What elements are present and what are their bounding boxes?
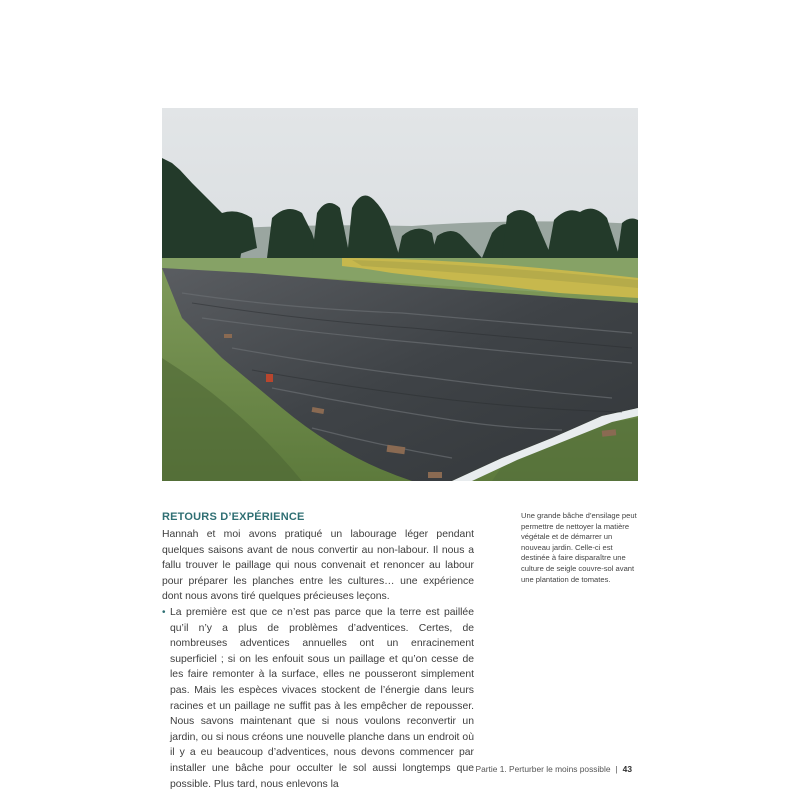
bullet-item	[162, 605, 474, 792]
intro-paragraph: Hannah et moi avons pratiqué un labourage léger pendant quelques saisons avant de nous convertir au non-labour. Il nous a fallu trouver le paillage qui nous convenait et renoncer au labour pour préparer les planches entre les cultures… une expérience dont nous avons tiré quelques précieuses leçons.	[162, 529, 474, 603]
footer-part-title: Partie 1. Perturber le moins possible	[475, 764, 611, 774]
section-heading: RETOURS D’EXPÉRIENCE	[162, 511, 305, 523]
body-text	[162, 527, 474, 792]
page-number: 43	[622, 764, 632, 774]
bullet-text: La première est que ce n’est pas parce que la terre est paillée qu’il n’y a plus de problèmes d’adventices. Certes, de nombreuses adventices annuelles ont un enracinement superficiel ; si on les enfouit sous un paillage et qu’on cesse de les faire remonter à la surface, elles ne pousseront simplement pas. Mais les espèces vivaces stockent de l’énergie dans leurs racines et un paillage ne suffit pas à les empêcher de repousser. Nous savons maintenant que si nous voulons reconvertir un jardin, ou si nous créons une nouvelle planche dans un endroit où il y a eu beaucoup d’adventices, nous devons commencer par installer une bâche pour occulter le sol aussi longtemps que possible. Plus tard, nous enlevons la	[170, 606, 474, 790]
photo-caption: Une grande bâche d’ensilage peut permettre de nettoyer la matière végétale et de démarrer un nouveau jardin. Celle-ci est destinée à faire disparaître une culture de seigle couvre-sol avant une plantation de tomates.	[521, 511, 637, 584]
bullet-dot-icon: •	[162, 606, 166, 618]
field-photo	[162, 108, 638, 481]
footer-separator: |	[615, 764, 618, 774]
page-footer	[475, 764, 632, 774]
